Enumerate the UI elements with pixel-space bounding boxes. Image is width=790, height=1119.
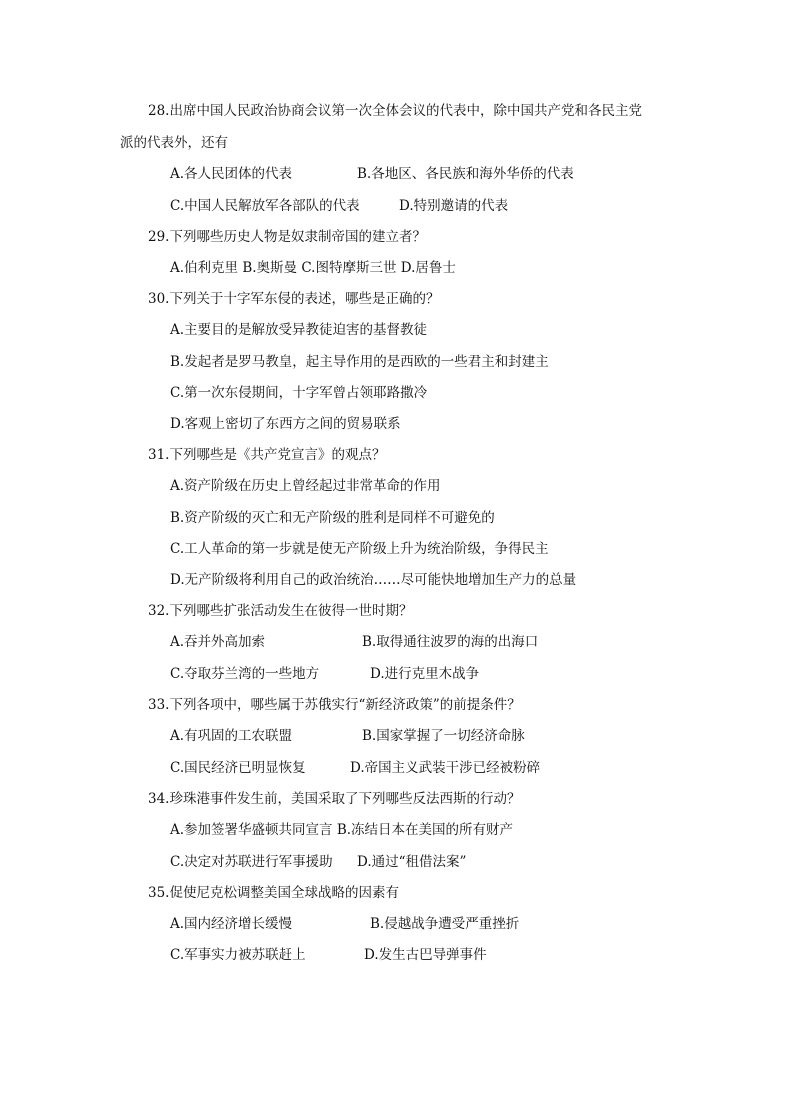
question-33-option-c: C.国民经济已明显恢复 [170,760,306,776]
question-31-option-d: D.无产阶级将利用自己的政治统治……尽可能快地增加生产力的总量 [170,572,577,588]
question-28-option-b: B.各地区、各民族和海外华侨的代表 [357,166,574,182]
question-31-stem: 31.下列哪些是《共产党宣言》的观点？ [148,447,386,463]
question-32-option-b: B.取得通往波罗的海的出海口 [362,634,539,650]
question-28-option-d: D.特别邀请的代表 [399,198,509,214]
question-33-stem: 33.下列各项中，哪些属于苏俄实行“新经济政策”的前提条件？ [148,697,521,713]
question-30-option-c: C.第一次东侵期间，十字军曾占领耶路撒冷 [170,385,428,401]
question-34-stem: 34.珍珠港事件发生前，美国采取了下列哪些反法西斯的行动？ [148,791,521,807]
question-28-stem-line1: 28.出席中国人民政治协商会议第一次全体会议的代表中，除中国共产党和各民主党 [148,103,642,119]
question-33-option-b: B.国家掌握了一切经济命脉 [362,728,525,744]
question-31-option-c: C.工人革命的第一步就是使无产阶级上升为统治阶级，争得民主 [170,541,549,557]
question-33-option-a: A.有巩固的工农联盟 [170,728,293,744]
question-31-option-b: B.资产阶级的灭亡和无产阶级的胜利是同样不可避免的 [170,510,495,526]
question-34-option-d: D.通过“租借法案” [357,854,467,870]
question-35-option-b: B.侵越战争遭受严重挫折 [370,916,520,932]
question-29-stem: 29.下列哪些历史人物是奴隶制帝国的建立者？ [148,229,426,245]
question-28-option-c: C.中国人民解放军各部队的代表 [170,198,360,214]
question-32-option-d: D.进行克里木战争 [370,666,480,682]
question-35-option-d: D.发生古巴导弹事件 [364,947,487,963]
question-35-option-a: A.国内经济增长缓慢 [170,916,293,932]
question-33-option-d: D.帝国主义武装干涉已经被粉碎 [350,760,541,776]
question-34-options-ab: A.参加签署华盛顿共同宣言 B.冻结日本在美国的所有财产 [170,822,514,838]
question-35-option-c: C.军事实力被苏联赶上 [170,947,306,963]
question-29-options: A.伯利克里 B.奥斯曼 C.图特摩斯三世 D.居鲁士 [170,260,456,276]
question-28-option-a: A.各人民团体的代表 [170,166,293,182]
question-30-option-d: D.客观上密切了东西方之间的贸易联系 [170,416,401,432]
question-30-option-a: A.主要目的是解放受异教徒迫害的基督教徒 [170,322,428,338]
question-32-option-c: C.夺取芬兰湾的一些地方 [170,666,320,682]
question-34-option-c: C.决定对苏联进行军事援助 [170,854,333,870]
question-32-stem: 32.下列哪些扩张活动发生在彼得一世时期？ [148,603,413,619]
question-31-option-a: A.资产阶级在历史上曾经起过非常革命的作用 [170,478,441,494]
question-30-stem: 30.下列关于十字军东侵的表述，哪些是正确的？ [148,291,440,307]
question-30-option-b: B.发起者是罗马教皇，起主导作用的是西欧的一些君主和封建主 [170,354,549,370]
question-32-option-a: A.吞并外高加索 [170,634,266,650]
question-35-stem: 35.促使尼克松调整美国全球战略的因素有 [148,885,399,901]
question-28-stem-line2: 派的代表外，还有 [120,135,228,151]
